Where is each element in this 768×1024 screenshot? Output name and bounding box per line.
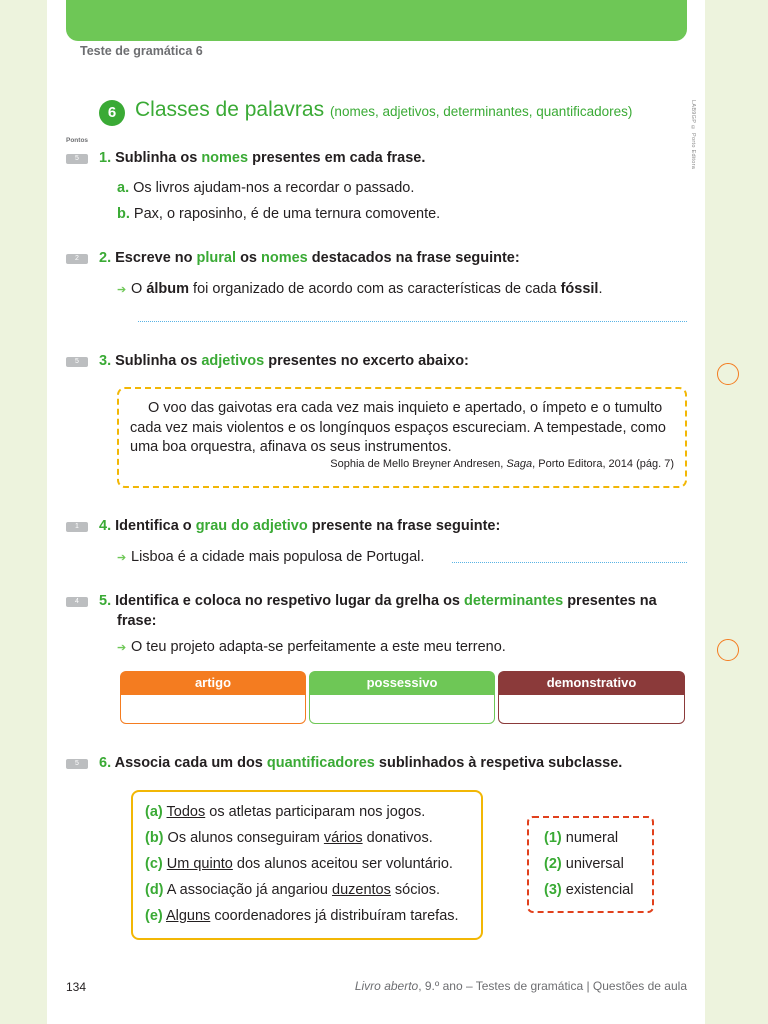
- item-letter: a.: [117, 180, 130, 196]
- option-number: (2): [544, 856, 562, 872]
- points-badge: 5: [66, 154, 88, 164]
- question-5-cont: frase:: [117, 613, 157, 629]
- grid-header: possessivo: [309, 671, 495, 694]
- grid-cell-input[interactable]: [309, 694, 495, 724]
- grid-col-artigo: [120, 671, 306, 724]
- question-text: Identifica o: [115, 518, 192, 534]
- question-number: 3.: [99, 353, 112, 369]
- option-label: universal: [565, 856, 624, 872]
- question-text: Sublinha os: [115, 150, 198, 166]
- item-letter: (c): [145, 856, 163, 872]
- answer-line[interactable]: [452, 561, 687, 563]
- underlined-quantifier: vários: [323, 830, 363, 846]
- question-4: [99, 518, 500, 534]
- option-2: [544, 856, 624, 872]
- question-number: 4.: [99, 518, 112, 534]
- keyword: quantificadores: [266, 755, 375, 771]
- grid-header: artigo: [120, 671, 306, 694]
- section-title: [135, 98, 632, 122]
- item-letter: (e): [145, 908, 163, 924]
- sentence-text: .: [598, 281, 603, 297]
- question-text: presentes no excerto abaixo:: [268, 353, 469, 369]
- question-number: 1.: [99, 150, 112, 166]
- arrow-icon: ➔: [117, 642, 127, 654]
- question-number: 6.: [99, 755, 112, 771]
- q4-sentence: [117, 549, 424, 565]
- points-badge: 4: [66, 597, 88, 607]
- item-text: Pax, o raposinho, é de uma ternura comovente.: [133, 206, 441, 222]
- section-subtitle: (nomes, adjetivos, determinantes, quantificadores): [329, 104, 633, 119]
- highlighted-noun: fóssil: [560, 281, 599, 297]
- item-letter: b.: [117, 206, 130, 222]
- question-text: destacados na frase seguinte:: [311, 250, 520, 266]
- assoc-item-e: [145, 908, 459, 924]
- excerpt-source: [130, 458, 674, 470]
- item-letter: (b): [145, 830, 164, 846]
- margin-hole-icon: [717, 639, 739, 661]
- question-text: Associa cada um dos: [114, 755, 263, 771]
- question-1: [99, 150, 425, 166]
- answer-line[interactable]: [138, 320, 687, 322]
- assoc-item-a: [145, 804, 425, 820]
- item-text: os atletas participaram nos jogos.: [209, 804, 426, 820]
- item-letter: (d): [145, 882, 164, 898]
- grid-col-demonstrativo: [498, 671, 685, 724]
- question-text: Escreve no: [115, 250, 193, 266]
- sentence-text: O teu projeto adapta-se perfeitamente a este meu terreno.: [131, 639, 506, 655]
- side-credit: LAB9GP © Porto Editora: [690, 100, 696, 170]
- question-6: [99, 755, 622, 771]
- option-3: [544, 882, 633, 898]
- keyword: nomes: [261, 250, 308, 266]
- running-head: Teste de gramática 6: [80, 44, 203, 58]
- section-number-badge: 6: [99, 100, 125, 126]
- item-text: sócios.: [394, 882, 441, 898]
- top-color-bar: [66, 0, 687, 41]
- grid-col-possessivo: [309, 671, 495, 724]
- footer-text: , 9.º ano – Testes de gramática | Questões de aula: [418, 979, 687, 993]
- source-details: , Porto Editora, 2014 (pág. 7): [532, 458, 674, 470]
- section-title-text: Classes de palavras: [135, 98, 325, 121]
- item-text: Os livros ajudam-nos a recordar o passado.: [133, 180, 415, 196]
- keyword: plural: [196, 250, 237, 266]
- assoc-item-c: [145, 856, 453, 872]
- item-text: donativos.: [366, 830, 433, 846]
- question-text: sublinhados à respetiva subclasse.: [378, 755, 623, 771]
- item-a: [117, 180, 414, 196]
- question-2: [99, 250, 520, 266]
- item-text: coordenadores já distribuíram tarefas.: [214, 908, 459, 924]
- option-number: (1): [544, 830, 562, 846]
- grid-cell-input[interactable]: [498, 694, 685, 724]
- question-5: [99, 593, 657, 609]
- margin-hole-icon: [717, 363, 739, 385]
- footer-credit: [300, 979, 687, 993]
- option-1: [544, 830, 618, 846]
- question-number: 5.: [99, 593, 112, 609]
- source-book: Saga: [506, 458, 533, 470]
- underlined-quantifier: Um quinto: [166, 856, 233, 872]
- question-text: Identifica e coloca no respetivo lugar da grelha os: [115, 593, 460, 609]
- arrow-icon: ➔: [117, 284, 127, 296]
- excerpt-text: O voo das gaivotas era cada vez mais inquieto e apertado, o ímpeto e o tumulto cada vez mais violentos e os longínquos espaços escureciam. A tempestade, como uma boa orquestra, afinava os seus instrumentos.: [130, 400, 666, 455]
- highlighted-noun: álbum: [146, 281, 190, 297]
- keyword: grau do adjetivo: [195, 518, 308, 534]
- page-number: 134: [66, 980, 87, 994]
- sentence-text: O: [131, 281, 143, 297]
- question-text: presente na frase seguinte:: [311, 518, 501, 534]
- question-text: os: [240, 250, 257, 266]
- option-number: (3): [544, 882, 562, 898]
- grid-cell-input[interactable]: [120, 694, 306, 724]
- q5-sentence: [117, 639, 506, 655]
- footer-book-title: Livro aberto: [354, 979, 419, 993]
- question-text: presentes na: [567, 593, 657, 609]
- assoc-item-b: [145, 830, 433, 846]
- points-badge: 5: [66, 759, 88, 769]
- sentence-text: foi organizado de acordo com as características de cada: [193, 281, 557, 297]
- item-text: Os alunos conseguiram: [167, 830, 320, 846]
- sentence-text: Lisboa é a cidade mais populosa de Portugal.: [131, 549, 425, 565]
- item-letter: (a): [145, 804, 163, 820]
- item-text: A associação já angariou: [166, 882, 328, 898]
- item-text: dos alunos aceitou ser voluntário.: [236, 856, 453, 872]
- underlined-quantifier: Todos: [166, 804, 206, 820]
- option-label: numeral: [565, 830, 619, 846]
- points-badge: 2: [66, 254, 88, 264]
- question-text: presentes em cada frase.: [252, 150, 426, 166]
- underlined-quantifier: duzentos: [332, 882, 391, 898]
- keyword: nomes: [201, 150, 249, 166]
- points-column-label: Pontos: [66, 137, 89, 144]
- grid-header: demonstrativo: [498, 671, 685, 694]
- source-author: Sophia de Mello Breyner Andresen,: [330, 458, 504, 470]
- arrow-icon: ➔: [117, 552, 127, 564]
- keyword: determinantes: [464, 593, 564, 609]
- option-label: existencial: [565, 882, 634, 898]
- points-badge: 5: [66, 357, 88, 367]
- q2-sentence: [117, 281, 603, 297]
- points-badge: 1: [66, 522, 88, 532]
- item-b: [117, 206, 440, 222]
- question-number: 2.: [99, 250, 112, 266]
- keyword: adjetivos: [201, 353, 265, 369]
- assoc-item-d: [145, 882, 440, 898]
- question-text: Sublinha os: [115, 353, 198, 369]
- underlined-quantifier: Alguns: [165, 908, 211, 924]
- question-3: [99, 353, 469, 369]
